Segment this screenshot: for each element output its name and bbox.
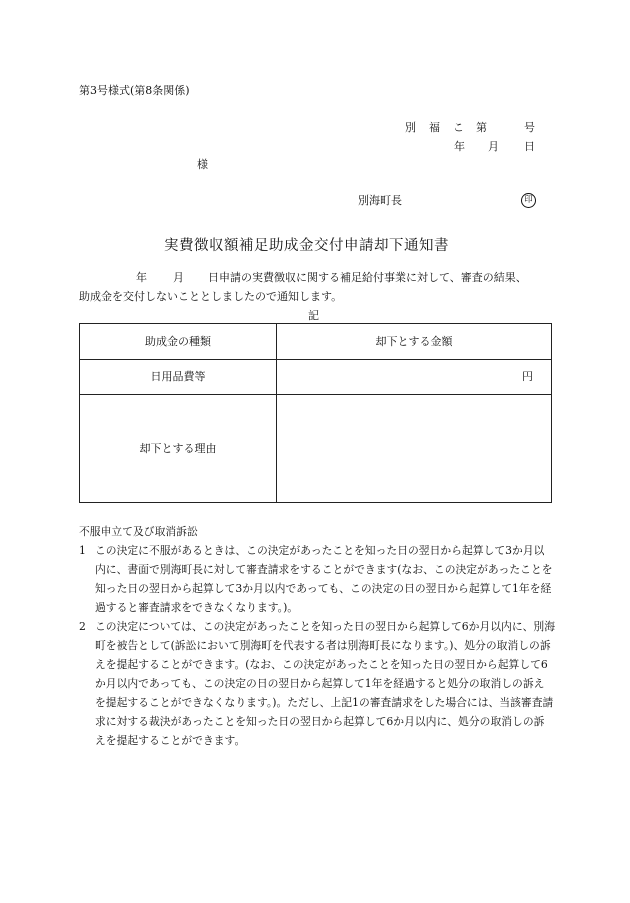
doc-number-suffix: 号: [524, 121, 535, 134]
date-year: 年: [454, 140, 465, 153]
intro-year: 年: [136, 271, 147, 284]
rejection-table: [79, 323, 552, 503]
header-grant-type: 助成金の種類: [80, 324, 277, 360]
appeal-item-text: この決定については、この決定があったことを知った日の翌日から起算して6か月以内に、別海町を被告として(訴訟において別海町を代表する者は別海町長になります。)、処分の取消しの訴えを提起することができます。(なお、この決定があったことを知った日の翌日から起算して6か月以内であっても、この決定の日の翌日から起算して1年を経過すると処分の取消しの訴えを提起することができなくなります。)。ただし、上記1の審査請求をした場合には、当該審査請求に対する裁決があったことを知った日の翌日から起算して6か月以内に、処分の取消しの訴えを提起することができます。: [95, 620, 556, 747]
date-day: 日: [524, 140, 535, 153]
appeal-item-number: 2: [79, 620, 86, 633]
intro-line-1: 日申請の実費徴収に関する補足給付事業に対して、審査の結果、: [208, 271, 527, 284]
doc-number-mid: 第: [476, 121, 487, 134]
intro-line-2: 助成金を交付しないこととしましたので通知します。: [79, 290, 343, 303]
issue-date: [400, 140, 540, 154]
doc-number-prefix2: 福: [429, 121, 440, 134]
grant-type-value: 日用品費等: [80, 360, 277, 395]
rejected-amount-unit: 円: [277, 360, 552, 395]
doc-number-prefix: 別: [405, 121, 416, 134]
appeal-item-text: この決定に不服があるときは、この決定があったことを知った日の翌日から起算して3か月以内に、書面で別海町長に対して審査請求をすることができます(なお、この決定があったことを知った日の翌日から起算して3か月以内であっても、この決定の日の翌日から起算して1年を経過すると審査請求をできなくなります。)。: [95, 544, 553, 614]
issuer-name: 別海町長: [358, 194, 402, 207]
seal-icon: 印: [521, 193, 536, 208]
table-row: [80, 360, 552, 395]
header-rejected-amount: 却下とする金額: [277, 324, 552, 360]
seal-mark: [521, 192, 536, 208]
ki-marker: 記: [308, 309, 319, 322]
appeal-item-2: [79, 617, 555, 750]
doc-number-prefix3: こ: [453, 121, 464, 134]
rejection-reason-label: 却下とする理由: [80, 395, 277, 503]
date-month: 月: [488, 140, 499, 153]
intro-month: 月: [173, 271, 184, 284]
appeal-item-1: [79, 541, 555, 617]
appeal-heading: 不服申立て及び取消訴訟: [79, 525, 198, 538]
rejection-reason-value: [277, 395, 552, 503]
document-number: [400, 121, 540, 135]
appeal-item-number: 1: [79, 544, 86, 557]
document-title: 実費徴収額補足助成金交付申請却下通知書: [164, 238, 449, 254]
table-row: [80, 395, 552, 503]
addressee-suffix: 様: [197, 158, 208, 171]
appeal-section: [79, 522, 555, 750]
table-header-row: [80, 324, 552, 360]
form-number: 第3号様式(第8条関係): [79, 84, 190, 97]
